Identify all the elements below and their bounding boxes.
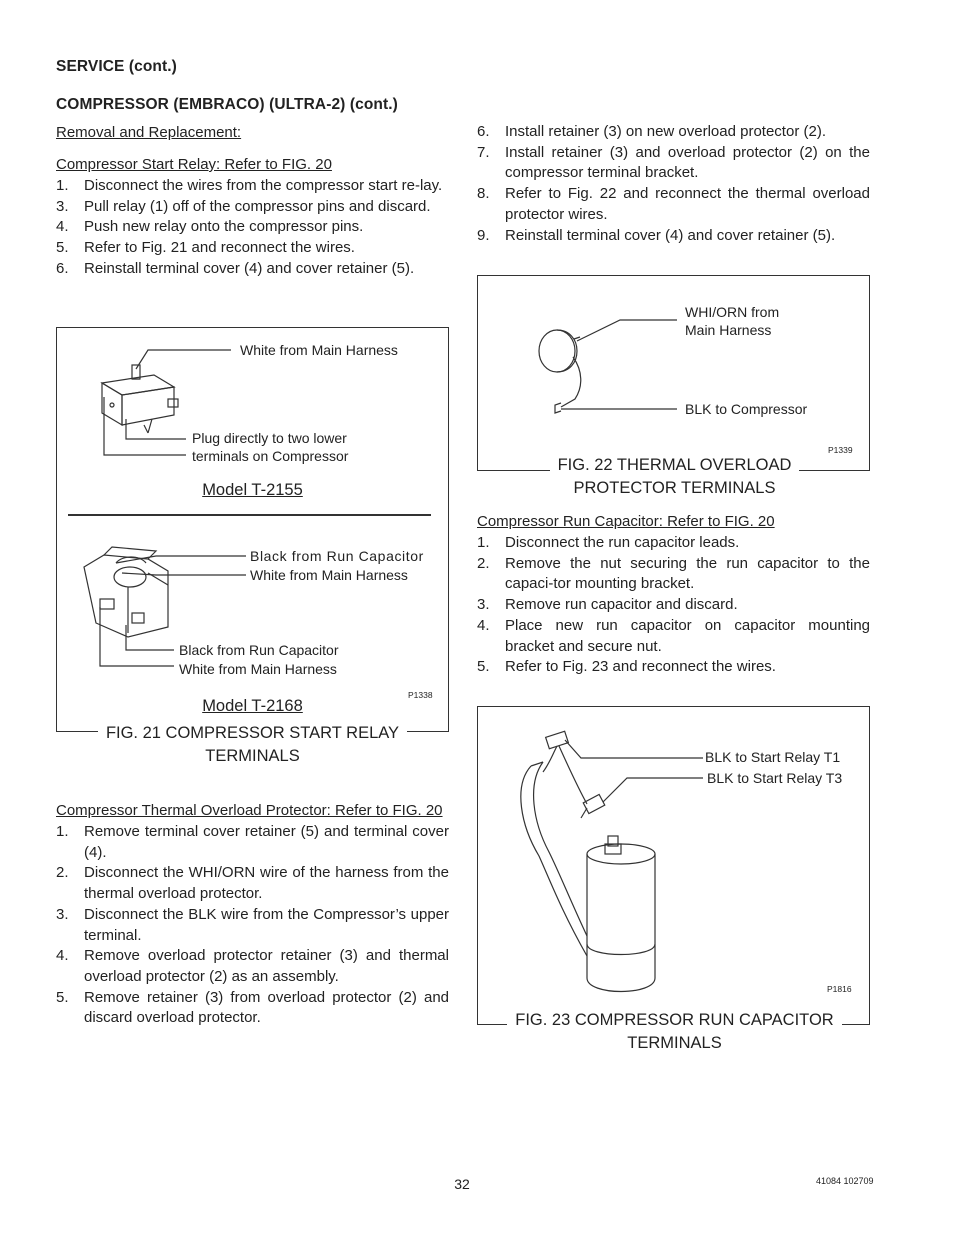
list-item: 1. Remove terminal cover retainer (5) and terminal cover (4). xyxy=(56,823,449,861)
relay-t2155-icon xyxy=(102,365,178,433)
fig23-caption-line1: FIG. 23 COMPRESSOR RUN CAPACITOR xyxy=(507,1009,841,1032)
fig21-caption-line1: FIG. 21 COMPRESSOR START RELAY xyxy=(98,722,407,745)
document-code: 41084 102709 xyxy=(816,1176,874,1186)
fig23-caption-line2: TERMINALS xyxy=(619,1032,729,1055)
fig21-part-number: P1338 xyxy=(408,690,433,700)
run-capacitor-steps xyxy=(477,533,870,678)
list-item: 5. Refer to Fig. 21 and reconnect the wires. xyxy=(56,239,355,257)
fig22-label-whi-1: WHI/ORN from xyxy=(685,304,780,320)
start-relay-heading: Compressor Start Relay: Refer to FIG. 20 xyxy=(56,156,332,173)
start-relay-steps xyxy=(56,176,449,280)
fig22-protector-drawing xyxy=(477,275,870,471)
fig23-label-t3: BLK to Start Relay T3 xyxy=(707,770,843,786)
list-item: 9. Reinstall terminal cover (4) and cover retainer (5). xyxy=(477,226,836,244)
fig21-label-white-b: White from Main Harness xyxy=(179,661,337,677)
fig21-label-plug-2: terminals on Compressor xyxy=(192,448,349,464)
fig22-caption-line2: PROTECTOR TERMINALS xyxy=(565,477,783,500)
list-item: 6. Install retainer (3) on new overload protector (2). xyxy=(477,123,826,140)
fig21-caption xyxy=(56,722,449,768)
fig22-caption xyxy=(477,454,872,500)
fig21-label-white-top: White from Main Harness xyxy=(240,342,398,358)
list-item: 4. Push new relay onto the compressor pins. xyxy=(56,218,364,236)
fig21-label-plug-1: Plug directly to two lower xyxy=(192,430,347,446)
list-item: 1. Disconnect the run capacitor leads. xyxy=(477,534,740,551)
overload-heading: Compressor Thermal Overload Protector: Refer to FIG. 20 xyxy=(56,802,443,819)
list-item: 5. Refer to Fig. 23 and reconnect the wires. xyxy=(477,658,776,676)
list-item: 7. Install retainer (3) and overload protector (2) on the compressor terminal bracket. xyxy=(477,143,870,182)
run-capacitor-heading: Compressor Run Capacitor: Refer to FIG. 20 xyxy=(477,513,775,530)
fig21-model-b: Model T-2168 xyxy=(202,697,303,715)
page-number: 32 xyxy=(454,1176,470,1192)
fig21-label-black-run-a: Black from Run Capacitor xyxy=(250,548,424,564)
fig21-model-a: Model T-2155 xyxy=(202,481,303,499)
list-item: 3. Pull relay (1) off of the compressor pins and discard. xyxy=(56,197,431,215)
overload-steps xyxy=(56,822,449,1029)
relay-t2168-icon xyxy=(84,547,168,637)
fig21-label-white-a: White from Main Harness xyxy=(250,567,408,583)
overload-protector-icon xyxy=(539,330,581,413)
fig23-label-t1: BLK to Start Relay T1 xyxy=(705,749,841,765)
fig22-part-number: P1339 xyxy=(828,445,853,455)
fig22-caption-line1: FIG. 22 THERMAL OVERLOAD xyxy=(550,454,800,477)
fig23-caption xyxy=(477,1009,872,1055)
list-item: 4. Remove overload protector retainer (3) and thermal overload protector (2) as an assembly. xyxy=(56,947,449,985)
list-item: 3. Remove run capacitor and discard. xyxy=(477,596,738,614)
fig23-part-number: P1816 xyxy=(827,984,852,994)
list-item: 2. Disconnect the WHI/ORN wire of the harness from the thermal overload protector. xyxy=(56,864,449,903)
list-item: 8. Refer to Fig. 22 and reconnect the thermal overload protector wires. xyxy=(477,185,870,223)
overload-steps-continued xyxy=(477,122,870,246)
fig21-label-black-run-b: Black from Run Capacitor xyxy=(179,642,339,658)
fig22-label-blk: BLK to Compressor xyxy=(685,401,808,417)
list-item: 4. Place new run capacitor on capacitor mounting bracket and secure nut. xyxy=(477,616,870,655)
list-item: 3. Disconnect the BLK wire from the Compressor’s upper terminal. xyxy=(56,905,449,944)
list-item: 6. Reinstall terminal cover (4) and cover retainer (5). xyxy=(56,259,415,277)
fig21-caption-line2: TERMINALS xyxy=(197,745,307,768)
subsection-heading: COMPRESSOR (EMBRACO) (ULTRA-2) (cont.) xyxy=(56,96,398,113)
removal-heading: Removal and Replacement: xyxy=(56,124,242,141)
list-item: 5. Remove retainer (3) from overload protector (2) and discard overload protector. xyxy=(56,988,449,1027)
list-item: 1. Disconnect the wires from the compressor start re-lay. xyxy=(56,177,443,194)
run-capacitor-icon xyxy=(521,731,655,991)
list-item: 2. Remove the nut securing the run capacitor to the capaci-tor mounting bracket. xyxy=(477,554,870,593)
fig22-label-whi-2: Main Harness xyxy=(685,322,772,338)
section-heading: SERVICE (cont.) xyxy=(56,58,177,75)
